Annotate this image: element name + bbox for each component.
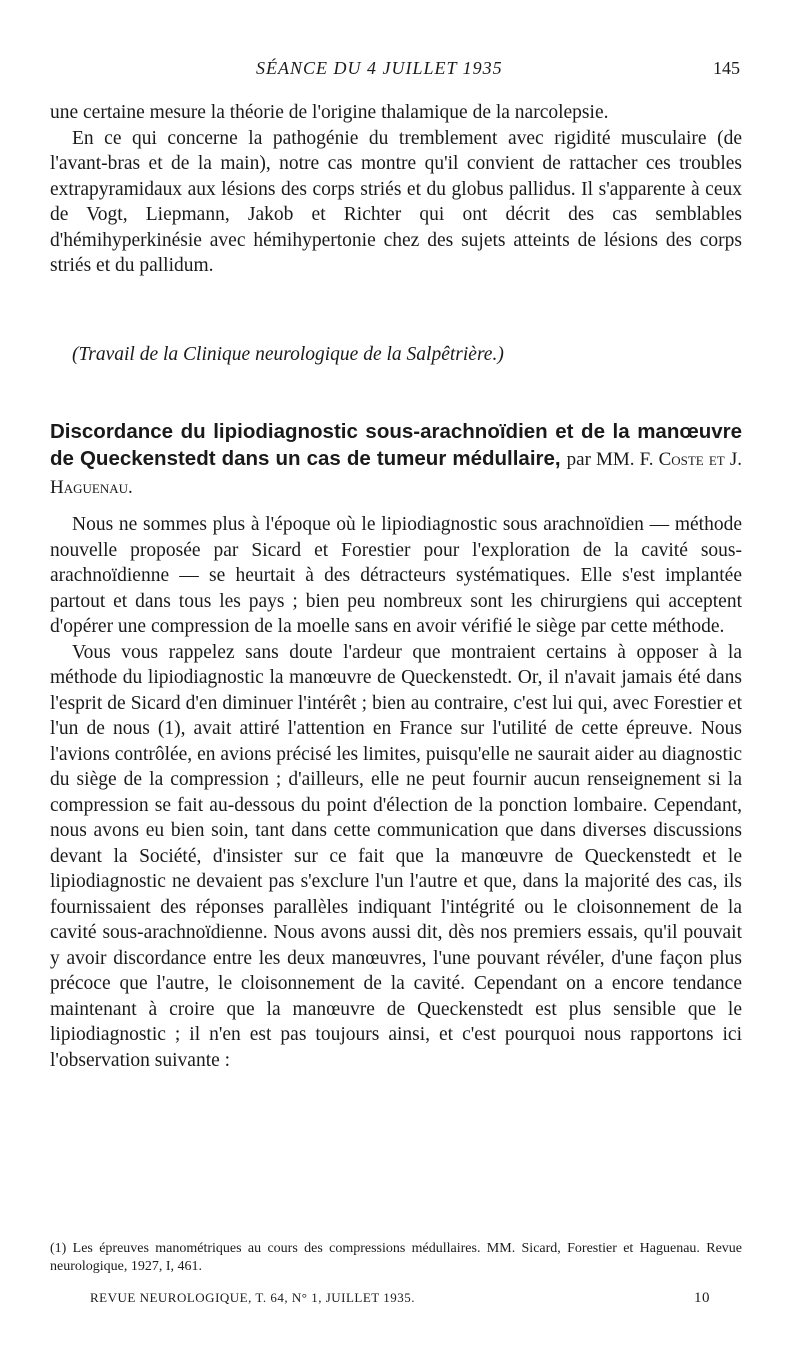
- intro-section: [50, 100, 742, 279]
- byline-prefix: par MM.: [566, 449, 635, 470]
- paragraph: Nous ne sommes plus à l'époque où le lipiodiagnostic sous arachnoïdien — méthode nouvelle proposée par Sicard et Forestier pour l'exploration de la cavité sous-arachnoïdienne — se heurtait à des détracteurs systématiques. Elle s'est implantée partout et dans tous les pays ; bien peu nombreux sont les chirurgiens qui acceptent d'opérer une compression de la moelle sans en avoir vérifié le siège par cette méthode.: [50, 514, 742, 637]
- footnote: (1) Les épreuves manométriques au cours des compressions médullaires. MM. Sicard, Forestier et Haguenau. Revue neurologique, 1927, I, 461.: [50, 1241, 742, 1274]
- credit-line: (Travail de la Clinique neurologique de la Salpêtrière.): [72, 344, 504, 365]
- authors: F. Coste et J. Haguenau.: [50, 449, 742, 498]
- page-number: 145: [713, 58, 740, 78]
- running-header: [50, 58, 742, 84]
- article-body: [50, 512, 742, 1073]
- article-heading: [50, 418, 742, 501]
- paragraph: Vous vous rappelez sans doute l'ardeur que montraient certains à opposer à la méthode du lipiodiagnostic la manœuvre de Queckenstedt. Or, il n'avait jamais été dans l'esprit de Sicard d'en diminuer l'intérêt ; bien au contraire, c'est lui qui, avec Forestier et l'un de nous (1), avait attiré l'attention en France sur l'utilité de cette épreuve. Nous l'avions contrôlée, en avions précisé les limites, puisqu'elle ne saurait aider au diagnostic du siège de la compression ; d'ailleurs, elle ne peut fournir aucun renseignement si la compression se fait au-dessous du point d'élection de la ponction lombaire. Cependant, nous avons eu bien soin, tant dans cette communication que dans diverses discussions devant la Société, d'insister sur ce fait que la manœuvre de Queckenstedt et le lipiodiagnostic ne devaient pas s'exclure l'un l'autre et que, dans la majorité des cas, ils fournissaient des réponses parallèles indiquant l'intégrité ou le cloisonnement de la cavité sous-arachnoïdienne. Nous avons aussi dit, dès nos premiers essais, qu'il pouvait y avoir discordance entre les deux manœuvres, l'une pouvant révéler, d'une façon plus précoce que l'autre, le cloisonnement de la cavité. Cependant on a encore tendance maintenant à croire que la manœuvre de Queckenstedt est plus sensible que le lipiodiagnostic ; il n'en est pas toujours ainsi, et c'est pourquoi nous rapportons ici l'observation suivante :: [50, 641, 742, 1071]
- footer-journal: REVUE NEUROLOGIQUE, T. 64, N° 1, JUILLET 1935.: [90, 1290, 416, 1305]
- header-title: SÉANCE DU 4 JUILLET 1935: [256, 58, 503, 78]
- article-title: Discordance du lipiodiagnostic sous-arachnoïdien et de la manœuvre de Queckenstedt dans un cas de tumeur médullaire,: [50, 420, 742, 470]
- paragraph: En ce qui concerne la pathogénie du tremblement avec rigidité musculaire (de l'avant-bras et de la main), notre cas montre qu'il convient de rattacher ces troubles extrapyramidaux aux lésions des corps striés et du globus pallidus. Il s'apparente à ceux de Vogt, Liepmann, Jakob et Richter qui ont décrit des cas semblables d'hémihyperkinésie avec hémihypertonie chez des sujets atteints de lésions des corps striés et du pallidum.: [50, 127, 742, 276]
- paragraph: une certaine mesure la théorie de l'origine thalamique de la narcolepsie.: [50, 102, 609, 123]
- footer-sheet-number: 10: [694, 1290, 710, 1306]
- page-footer: [90, 1290, 710, 1306]
